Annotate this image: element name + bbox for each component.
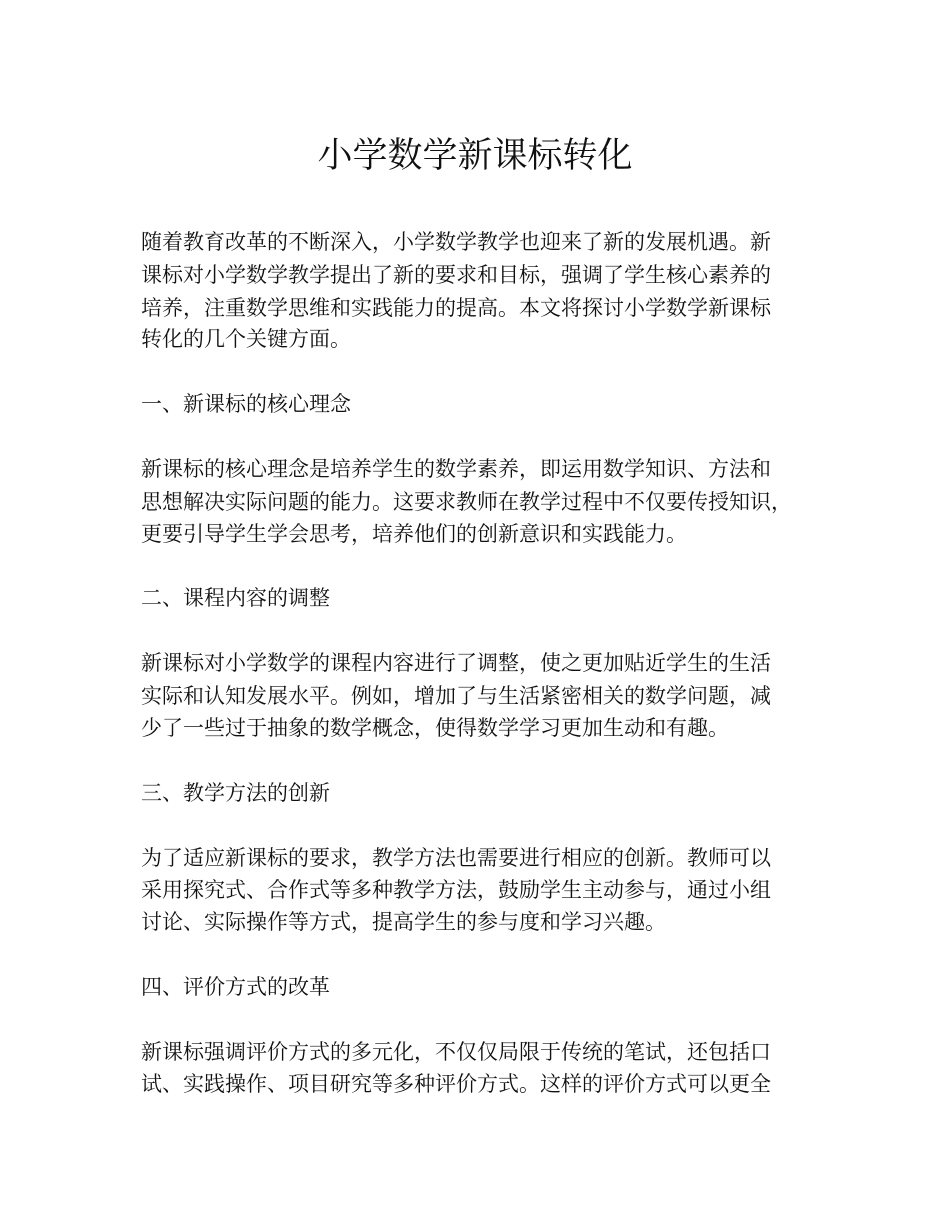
section-heading-3: 三、教学方法的创新 xyxy=(141,781,330,805)
section4-line-2: 试、实践操作、项目研究等多种评价方式。这样的评价方式可以更全 xyxy=(141,1072,771,1096)
page-title: 小学数学新课标转化 xyxy=(317,136,633,176)
section1-line-3: 更要引导学生学会思考，培养他们的创新意识和实践能力。 xyxy=(141,522,687,546)
section-heading-1: 一、新课标的核心理念 xyxy=(141,392,351,416)
intro-line-4: 转化的几个关键方面。 xyxy=(141,327,351,351)
section2-line-3: 少了一些过于抽象的数学概念，使得数学学习更加生动和有趣。 xyxy=(141,716,729,740)
section-heading-4: 四、评价方式的改革 xyxy=(141,975,330,999)
section4-line-1: 新课标强调评价方式的多元化，不仅仅局限于传统的笔试，还包括口 xyxy=(141,1040,771,1064)
section1-line-2: 思想解决实际问题的能力。这要求教师在教学过程中不仅要传授知识， xyxy=(141,490,792,514)
intro-line-3: 培养，注重数学思维和实践能力的提高。本文将探讨小学数学新课标 xyxy=(141,296,771,320)
intro-line-1: 随着教育改革的不断深入，小学数学教学也迎来了新的发展机遇。新 xyxy=(141,230,771,254)
section2-line-1: 新课标对小学数学的课程内容进行了调整，使之更加贴近学生的生活 xyxy=(141,651,771,675)
section-heading-2: 二、课程内容的调整 xyxy=(141,586,330,610)
section1-line-1: 新课标的核心理念是培养学生的数学素养，即运用数学知识、方法和 xyxy=(141,457,771,481)
section3-line-2: 采用探究式、合作式等多种教学方法，鼓励学生主动参与，通过小组 xyxy=(141,878,771,902)
section3-line-3: 讨论、实际操作等方式，提高学生的参与度和学习兴趣。 xyxy=(141,910,666,934)
section3-line-1: 为了适应新课标的要求，教学方法也需要进行相应的创新。教师可以 xyxy=(141,846,771,870)
section2-line-2: 实际和认知发展水平。例如，增加了与生活紧密相关的数学问题，减 xyxy=(141,684,771,708)
intro-line-2: 课标对小学数学教学提出了新的要求和目标，强调了学生核心素养的 xyxy=(141,263,771,287)
